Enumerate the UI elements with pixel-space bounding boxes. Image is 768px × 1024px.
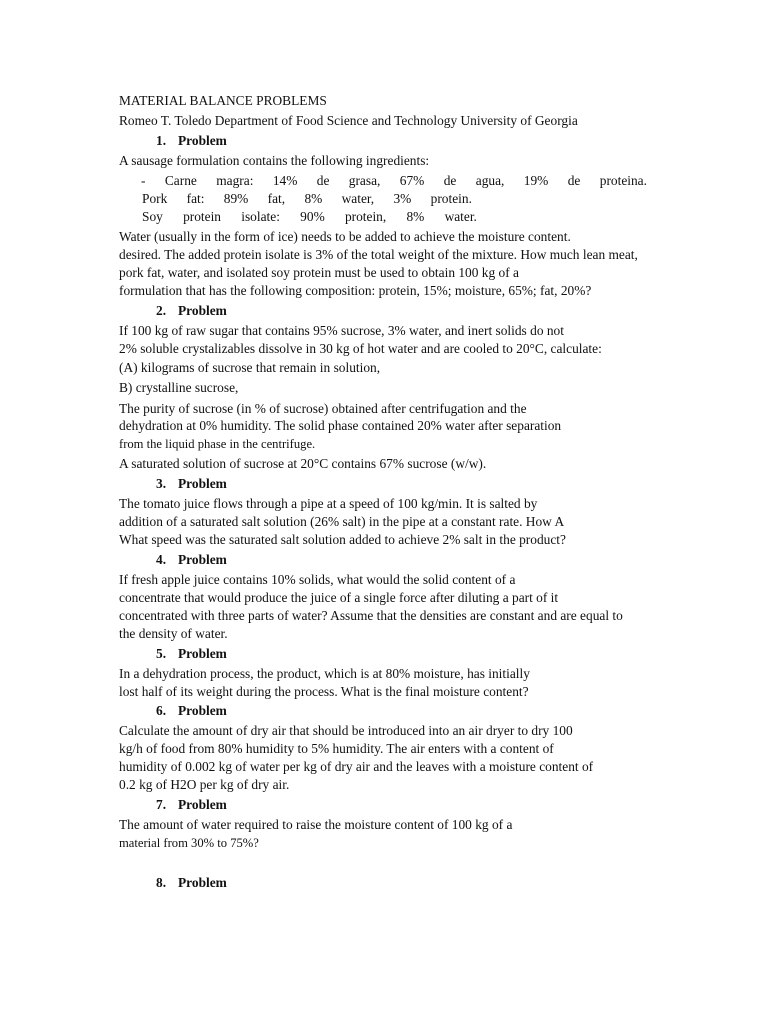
ingredient-token: 19% bbox=[523, 173, 549, 188]
problem-line: What speed was the saturated salt solution added to achieve 2% salt in the product? bbox=[119, 532, 566, 547]
ingredient-token: 89% bbox=[223, 191, 249, 206]
problem-line: addition of a saturated salt solution (26% salt) in the pipe at a constant rate. How A bbox=[119, 514, 565, 529]
problem-line: desired. The added protein isolate is 3% of the total weight of the mixture. How much lean meat, bbox=[119, 247, 638, 262]
problem-line: kg/h of food from 80% humidity to 5% humidity. The air enters with a content of bbox=[119, 741, 554, 756]
problem-label: Problem bbox=[178, 133, 227, 148]
problem-number: 7. bbox=[156, 797, 167, 812]
problem-line: The purity of sucrose (in % of sucrose) obtained after centrifugation and the bbox=[119, 401, 527, 416]
ingredient-token: protein bbox=[183, 209, 222, 224]
problem-line: from the liquid phase in the centrifuge. bbox=[119, 437, 316, 451]
problem-number: 8. bbox=[156, 875, 167, 890]
problem-heading bbox=[156, 796, 227, 814]
ingredient-token: isolate: bbox=[241, 209, 280, 224]
ingredient-token: fat, bbox=[267, 191, 286, 206]
problem-label: Problem bbox=[178, 703, 227, 718]
ingredient-row bbox=[142, 190, 472, 208]
problem-line: dehydration at 0% humidity. The solid phase contained 20% water after separation bbox=[119, 418, 562, 433]
ingredient-token: water. bbox=[444, 209, 477, 224]
problem-heading bbox=[156, 551, 227, 569]
problem-line: pork fat, water, and isolated soy protein must be used to obtain 100 kg of a bbox=[119, 265, 519, 280]
problem-label: Problem bbox=[178, 797, 227, 812]
ingredient-token: agua, bbox=[475, 173, 505, 188]
problem-line: The tomato juice flows through a pipe at a speed of 100 kg/min. It is salted by bbox=[119, 496, 538, 511]
problem-label: Problem bbox=[178, 476, 227, 491]
problem-line: material from 30% to 75%? bbox=[119, 836, 259, 850]
problem-heading bbox=[156, 702, 227, 720]
problem-number: 2. bbox=[156, 303, 167, 318]
problem-label: Problem bbox=[178, 875, 227, 890]
problem-number: 5. bbox=[156, 646, 167, 661]
problem-line: B) crystalline sucrose, bbox=[119, 380, 239, 395]
problem-heading bbox=[156, 302, 227, 320]
ingredient-token: de bbox=[443, 173, 457, 188]
ingredient-token: proteina. bbox=[599, 173, 647, 188]
ingredient-token: 8% bbox=[406, 209, 425, 224]
problem-heading bbox=[156, 475, 227, 493]
problem-label: Problem bbox=[178, 303, 227, 318]
problem-label: Problem bbox=[178, 646, 227, 661]
problem-line: The amount of water required to raise the moisture content of 100 kg of a bbox=[119, 817, 513, 832]
ingredient-token: fat: bbox=[186, 191, 205, 206]
problem-line: A saturated solution of sucrose at 20°C contains 67% sucrose (w/w). bbox=[119, 456, 487, 471]
ingredient-token: 14% bbox=[272, 173, 298, 188]
problem-line: In a dehydration process, the product, which is at 80% moisture, has initially bbox=[119, 666, 530, 681]
ingredient-token: magra: bbox=[216, 173, 254, 188]
problem-line: formulation that has the following composition: protein, 15%; moisture, 65%; fat, 20%? bbox=[119, 283, 592, 298]
problem-number: 6. bbox=[156, 703, 167, 718]
ingredient-token: - bbox=[141, 173, 146, 188]
problem-heading bbox=[156, 645, 227, 663]
problem-line: 0.2 kg of H2O per kg of dry air. bbox=[119, 777, 290, 792]
problem-line: concentrated with three parts of water? Assume that the densities are constant and are equal to bbox=[119, 608, 623, 623]
problem-line: A sausage formulation contains the following ingredients: bbox=[119, 153, 430, 168]
ingredient-token: 8% bbox=[304, 191, 323, 206]
ingredient-token: Soy bbox=[142, 209, 163, 224]
ingredient-token: 67% bbox=[399, 173, 425, 188]
problem-number: 3. bbox=[156, 476, 167, 491]
problem-number: 4. bbox=[156, 552, 167, 567]
ingredient-token: 3% bbox=[393, 191, 412, 206]
problem-label: Problem bbox=[178, 552, 227, 567]
ingredient-token: de bbox=[567, 173, 581, 188]
problem-number: 1. bbox=[156, 133, 167, 148]
ingredient-token: protein, bbox=[344, 209, 387, 224]
problem-heading bbox=[156, 874, 227, 892]
ingredient-token: water, bbox=[341, 191, 375, 206]
ingredient-row bbox=[142, 208, 477, 226]
document-author: Romeo T. Toledo Department of Food Science and Technology University of Georgia bbox=[119, 113, 578, 128]
problem-line: (A) kilograms of sucrose that remain in solution, bbox=[119, 360, 381, 375]
problem-heading bbox=[156, 132, 227, 150]
problem-line: concentrate that would produce the juice of a single force after diluting a part of it bbox=[119, 590, 559, 605]
problem-line: lost half of its weight during the process. What is the final moisture content? bbox=[119, 684, 529, 699]
problem-line: Calculate the amount of dry air that should be introduced into an air dryer to dry 100 bbox=[119, 723, 573, 738]
problem-line: If 100 kg of raw sugar that contains 95% sucrose, 3% water, and inert solids do not bbox=[119, 323, 564, 338]
ingredient-row bbox=[141, 172, 647, 190]
ingredient-token: Pork bbox=[142, 191, 168, 206]
document-title: MATERIAL BALANCE PROBLEMS bbox=[119, 93, 327, 108]
problem-line: the density of water. bbox=[119, 626, 228, 641]
ingredient-token: Carne bbox=[164, 173, 197, 188]
ingredient-token: 90% bbox=[300, 209, 325, 224]
problem-line: If fresh apple juice contains 10% solids, what would the solid content of a bbox=[119, 572, 516, 587]
ingredient-token: protein. bbox=[430, 191, 472, 206]
problem-line: humidity of 0.002 kg of water per kg of dry air and the leaves with a moisture content of bbox=[119, 759, 594, 774]
problem-line: Water (usually in the form of ice) needs to be added to achieve the moisture content. bbox=[119, 229, 571, 244]
ingredient-token: de bbox=[316, 173, 330, 188]
problem-line: 2% soluble crystalizables dissolve in 30 kg of hot water and are cooled to 20°C, calculate: bbox=[119, 341, 602, 356]
ingredient-token: grasa, bbox=[348, 173, 381, 188]
